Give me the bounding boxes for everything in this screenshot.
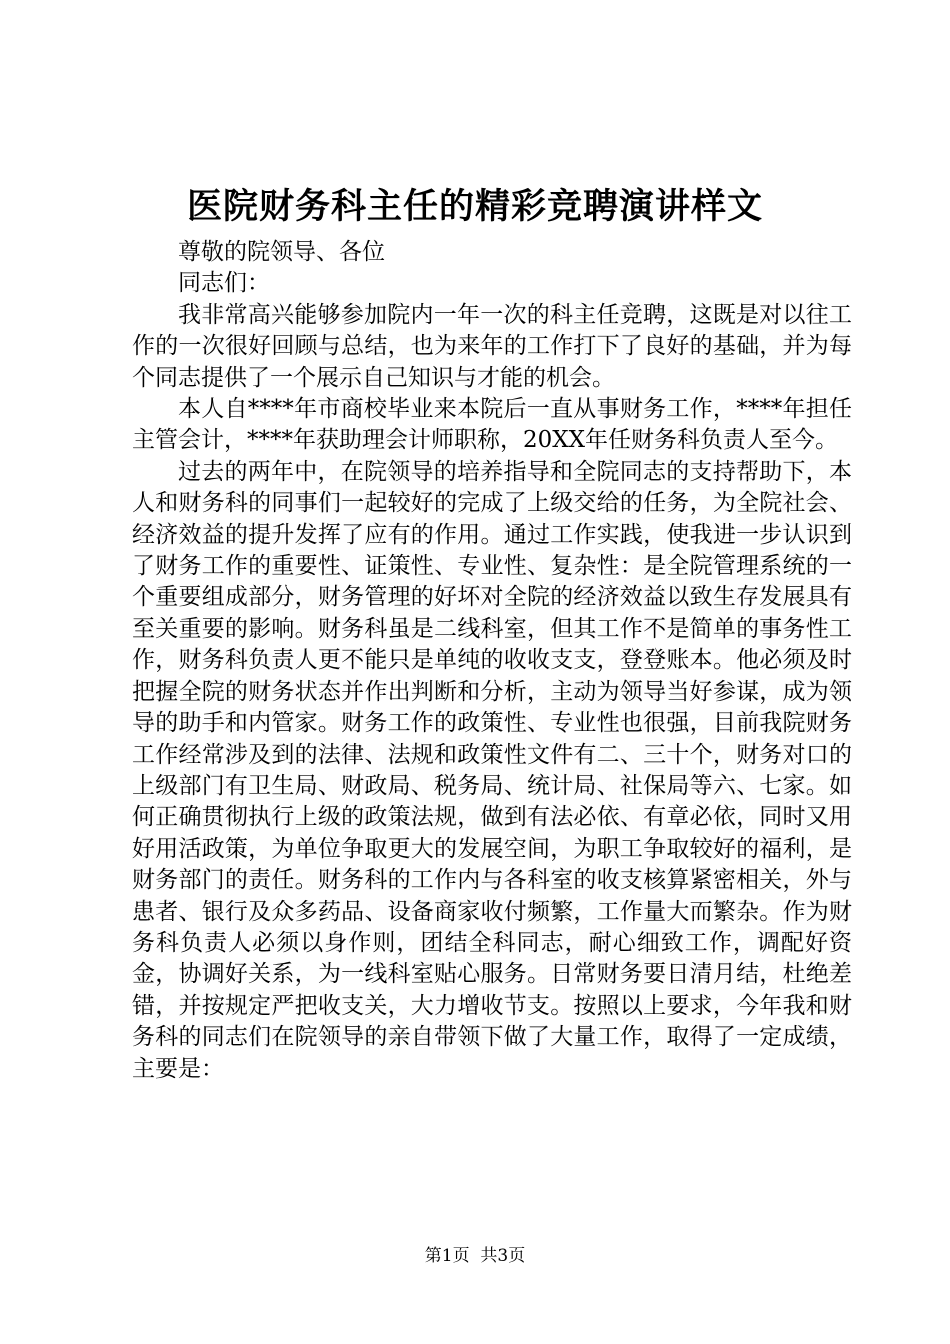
greeting-line: 同志们： [178,270,270,297]
page-total: 共3页 [480,1246,526,1266]
body-paragraph: 我非常高兴能够参加院内一年一次的科主任竞聘，这既是对以往工作的一次很好回顾与总结，也为来年的工作打下了良好的基础，并为每个同志提供了一个展示自己知识与才能的机会。 [132,301,852,391]
greeting-line: 尊敬的院领导、各位 [178,239,385,265]
page-footer [0,1244,950,1268]
document-body [132,237,852,1085]
page-number: 第1页 [424,1246,470,1266]
body-paragraph: 过去的两年中，在院领导的培养指导和全院同志的支持帮助下，本人和财务科的同事们一起较好的完成了上级交给的任务，为全院社会、经济效益的提升发挥了应有的作用。通过工作实践，使我进一步认识到了财务工作的重要性、证策性、专业性、复杂性：是全院管理系统的一个重要组成部分，财务管理的好坏对全院的经济效益以致生存发展具有至关重要的影响。财务科虽是二线科室，但其工作不是简单的事务性工作，财务科负责人更不能只是单纯的收收支支，登登账本。他必须及时把握全院的财务状态并作出判断和分析，主动为领导当好参谋，成为领导的助手和内管家。财务工作的政策性、专业性也很强，目前我院财务工作经常涉及到的法律、法规和政策性文件有二、三十个，财务对口的上级部门有卫生局、财政局、税务局、统计局、社保局等六、七家。如何正确贯彻执行上级的政策法规，做到有法必依、有章必依，同时又用好用活政策，为单位争取更大的发展空间，为职工争取较好的福利，是财务部门的责任。财务科的工作内与各科室的收支核算紧密相关，外与患者、银行及众多药品、设备商家收付频繁，工作量大而繁杂。作为财务科负责人必须以身作则，团结全科同志，耐心细致工作，调配好资金，协调好关系，为一线科室贴心服务。日常财务要日清月结，杜绝差错，并按规定严把收支关，大力增收节支。按照以上要求，今年我和财务科的同志们在院领导的亲自带领下做了大量工作，取得了一定成绩，主要是： [132,458,852,1082]
document-title: 医院财务科主任的精彩竞聘演讲样文 [186,186,763,227]
body-paragraph: 本人自****年市商校毕业来本院后一直从事财务工作，****年担任主管会计，****年获助理会计师职称，20XX年任财务科负责人至今。 [132,396,852,454]
